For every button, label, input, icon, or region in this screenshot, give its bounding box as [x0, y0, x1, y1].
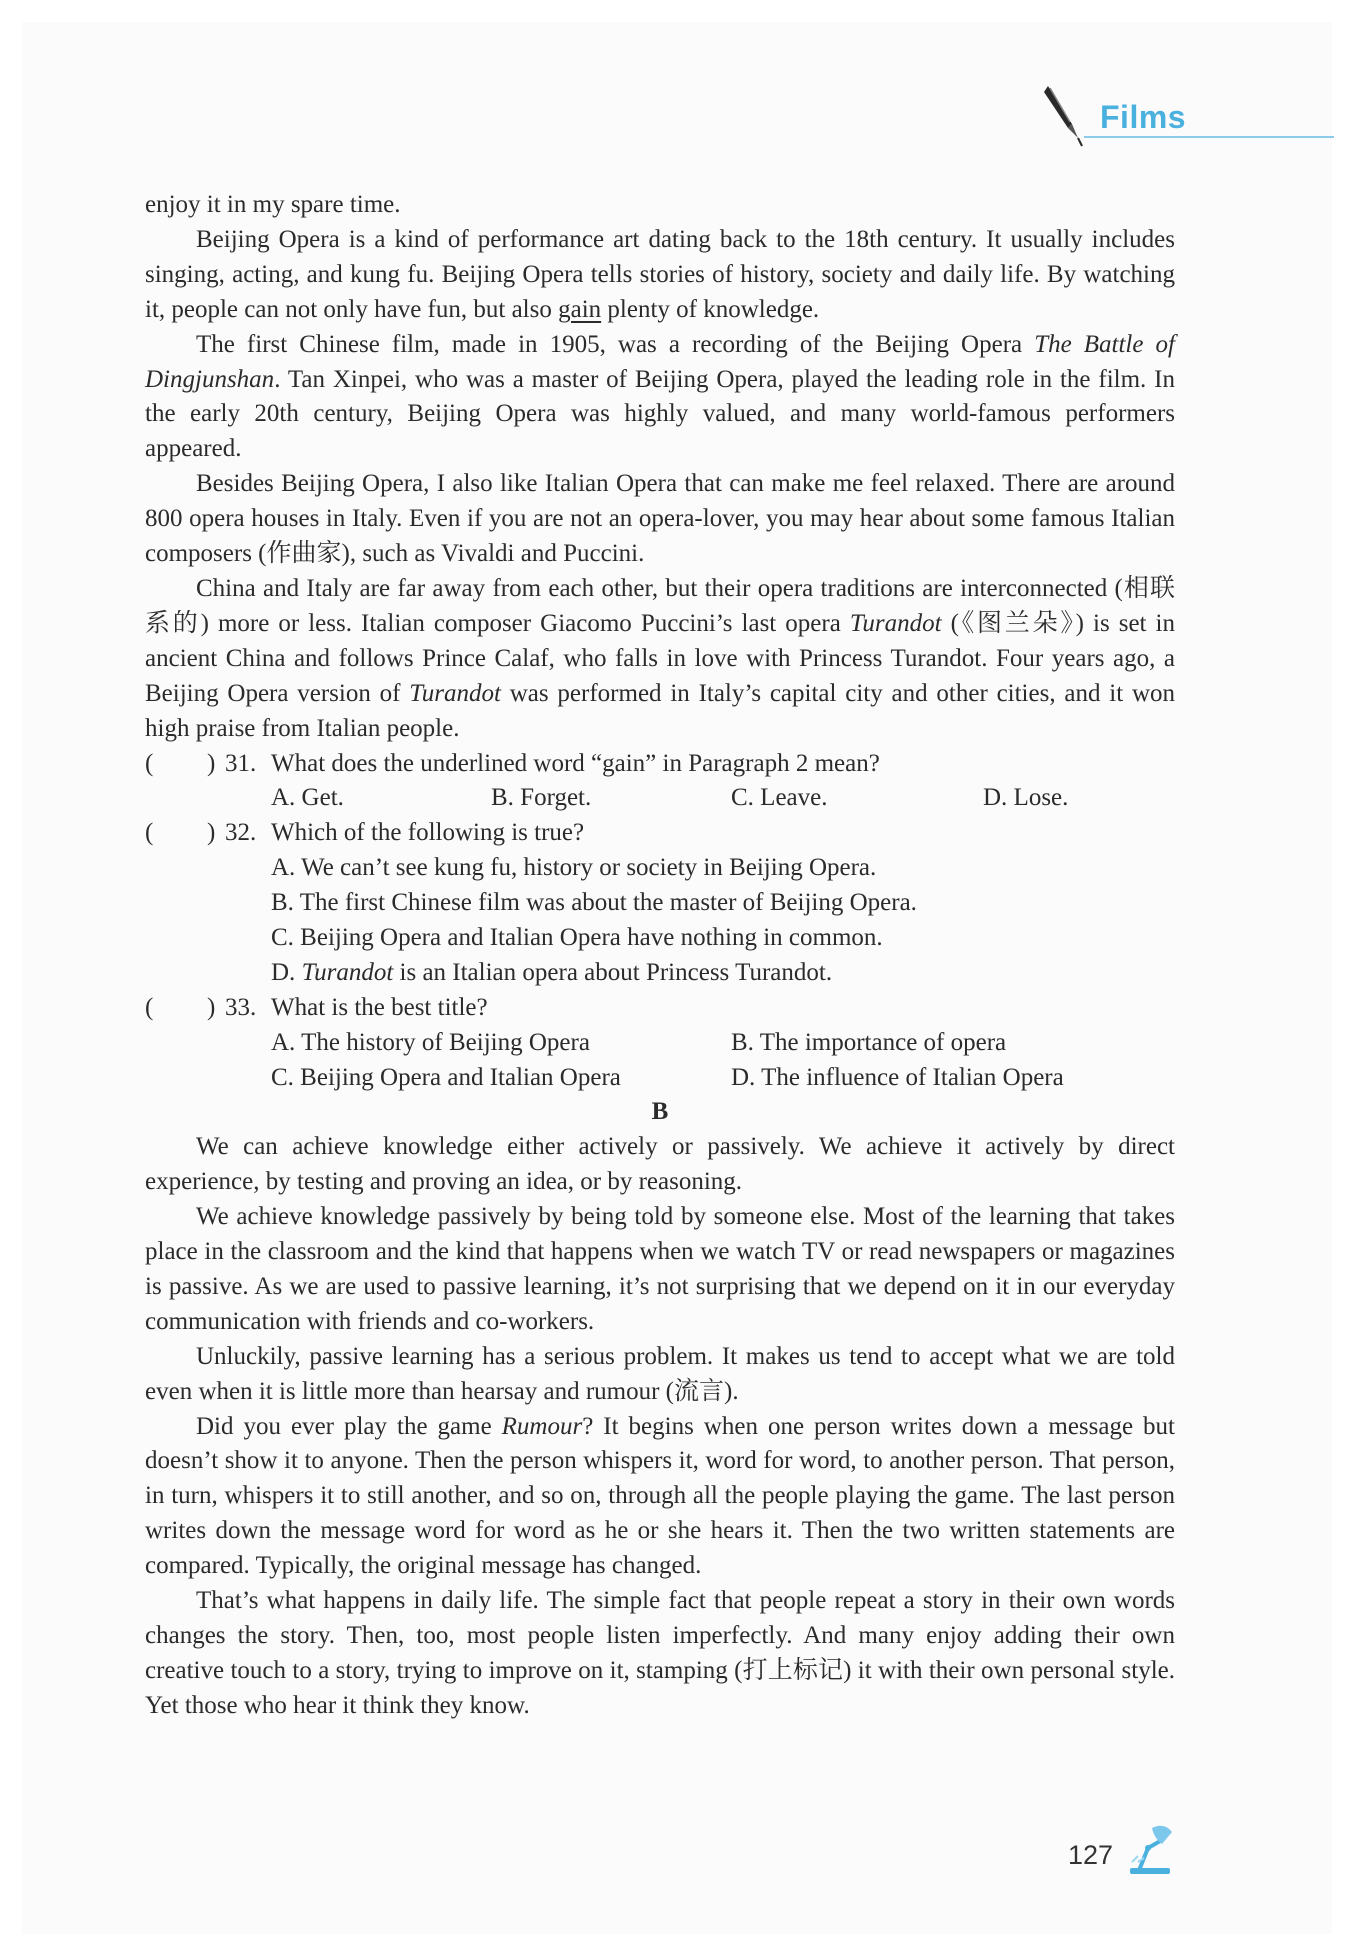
option-a: A. The history of Beijing Opera	[271, 1028, 590, 1056]
opera-title: Turandot	[301, 958, 394, 986]
answer-blank-close: )	[207, 819, 216, 847]
question-33-options-row-1	[145, 1026, 1175, 1061]
answer-blank-open: (	[145, 993, 154, 1021]
desk-lamp-icon	[1118, 1818, 1178, 1878]
text-run: is an Italian opera about Princess Turandot.	[393, 958, 833, 986]
text-run: D.	[271, 958, 302, 986]
text-run: (《图兰朵》) is set in ancient China and follows Prince Calaf, who falls in love with Princess Turandot. Four years ago, a Beijing Opera version of	[145, 609, 1175, 707]
answer-blank-close: )	[207, 993, 216, 1021]
question-33-options-row-2	[145, 1061, 1175, 1096]
passage-b-paragraph-4	[145, 1410, 1175, 1585]
question-number: 32.	[225, 819, 257, 847]
passage-a-paragraph-1	[145, 223, 1175, 328]
question-number: 33.	[225, 993, 257, 1021]
text-run: plenty of knowledge.	[601, 295, 820, 323]
passage-a-paragraph-0: enjoy it in my spare time.	[145, 191, 401, 218]
text-run: ? It begins when one person writes down a message but doesn’t show it to anyone. Then the person whispers it, word for word, to another person. That person, in turn, whispers it to still another, and so on, through all the people playing the game. The last person writes down the message word for word as he or she hears it. Then the two written statements are compared. Typically, the original message has changed.	[145, 1412, 1175, 1580]
underlined-word: gain	[558, 295, 602, 323]
option-a: A. Get.	[271, 784, 344, 812]
chapter-title: Films	[1100, 99, 1187, 135]
text-run: Did you ever play the game	[196, 1412, 502, 1440]
text-run: The first Chinese film, made in 1905, was a recording of the Beijing Opera	[196, 330, 1035, 358]
question-32-option-c-row	[145, 921, 1175, 956]
question-32	[145, 816, 1175, 851]
question-32-option-b-row	[145, 886, 1175, 921]
film-title: The Battle of Dingjunshan	[145, 330, 1175, 393]
question-32-option-a-row	[145, 851, 1175, 886]
option-b: B. Forget.	[491, 784, 592, 812]
question-31	[145, 747, 1175, 782]
reading-content	[145, 188, 1175, 1724]
passage-b-paragraph-5: That’s what happens in daily life. The simple fact that people repeat a story in their own words changes the story. Then, too, most people listen imperfectly. And many enjoy adding their own creative touch to a story, trying to improve on it, stamping (打上标记) it with their own personal style. Yet those who hear it think they know.	[145, 1587, 1175, 1719]
passage-a-paragraph-4	[145, 572, 1175, 747]
option-a: A. We can’t see kung fu, history or society in Beijing Opera.	[271, 854, 877, 882]
section-b-heading: B	[651, 1098, 669, 1126]
question-number: 31.	[225, 749, 257, 777]
passage-a-paragraph-2	[145, 328, 1175, 468]
answer-blank-open: (	[145, 749, 154, 777]
question-text: What does the underlined word “gain” in Paragraph 2 mean?	[271, 749, 880, 777]
question-32-option-d-row	[145, 956, 1175, 991]
option-b: B. The first Chinese film was about the master of Beijing Opera.	[271, 889, 917, 917]
option-c: C. Beijing Opera and Italian Opera have nothing in common.	[271, 923, 883, 951]
option-d	[271, 956, 832, 991]
option-b: B. The importance of opera	[731, 1028, 1007, 1056]
text-run: Beijing Opera is a kind of performance art dating back to the 18th century. It usually includes singing, acting, and kung fu. Beijing Opera tells stories of history, society and daily life. By watching it, people can not only have fun, but also	[145, 225, 1175, 323]
opera-title: Turandot	[409, 679, 501, 707]
question-33	[145, 991, 1175, 1026]
question-31-options	[145, 781, 1175, 816]
opera-title: Turandot	[849, 609, 942, 637]
passage-b-paragraph-2: We achieve knowledge passively by being told by someone else. Most of the learning that takes place in the classroom and the kind that happens when we watch TV or read newspapers or magazines is passive. As we are used to passive learning, it’s not surprising that we depend on it in our everyday communication with friends and co-workers.	[145, 1203, 1175, 1335]
answer-blank-open: (	[145, 819, 154, 847]
pen-icon	[1042, 84, 1084, 150]
option-d: D. Lose.	[983, 784, 1069, 812]
option-c: C. Beijing Opera and Italian Opera	[271, 1063, 621, 1091]
question-text: What is the best title?	[271, 993, 488, 1021]
text-run: China and Italy are far away from each other, but their opera traditions are interconnected (相联系的) more or less. Italian composer Giacomo Puccini’s last opera	[145, 574, 1175, 637]
game-title: Rumour	[501, 1412, 583, 1440]
header-rule	[1084, 136, 1334, 138]
text-run: was performed in Italy’s capital city and other cities, and it won high praise from Italian people.	[145, 679, 1175, 742]
text-run: . Tan Xinpei, who was a master of Beijing Opera, played the leading role in the film. In the early 20th century, Beijing Opera was highly valued, and many world-famous performers appeared.	[145, 365, 1175, 463]
option-c: C. Leave.	[731, 784, 828, 812]
question-text: Which of the following is true?	[271, 819, 585, 847]
answer-blank-close: )	[207, 749, 216, 777]
page-number: 127	[1068, 1840, 1114, 1870]
option-d: D. The influence of Italian Opera	[731, 1063, 1064, 1091]
passage-b-paragraph-1: We can achieve knowledge either actively or passively. We achieve it actively by direct experience, by testing and proving an idea, or by reasoning.	[145, 1133, 1175, 1196]
passage-b-paragraph-3: Unluckily, passive learning has a serious problem. It makes us tend to accept what we are told even when it is little more than hearsay and rumour (流言).	[145, 1342, 1175, 1405]
passage-a-paragraph-3: Besides Beijing Opera, I also like Italian Opera that can make me feel relaxed. There are around 800 opera houses in Italy. Even if you are not an opera-lover, you may hear about some famous Italian composers (作曲家), such as Vivaldi and Puccini.	[145, 470, 1175, 568]
